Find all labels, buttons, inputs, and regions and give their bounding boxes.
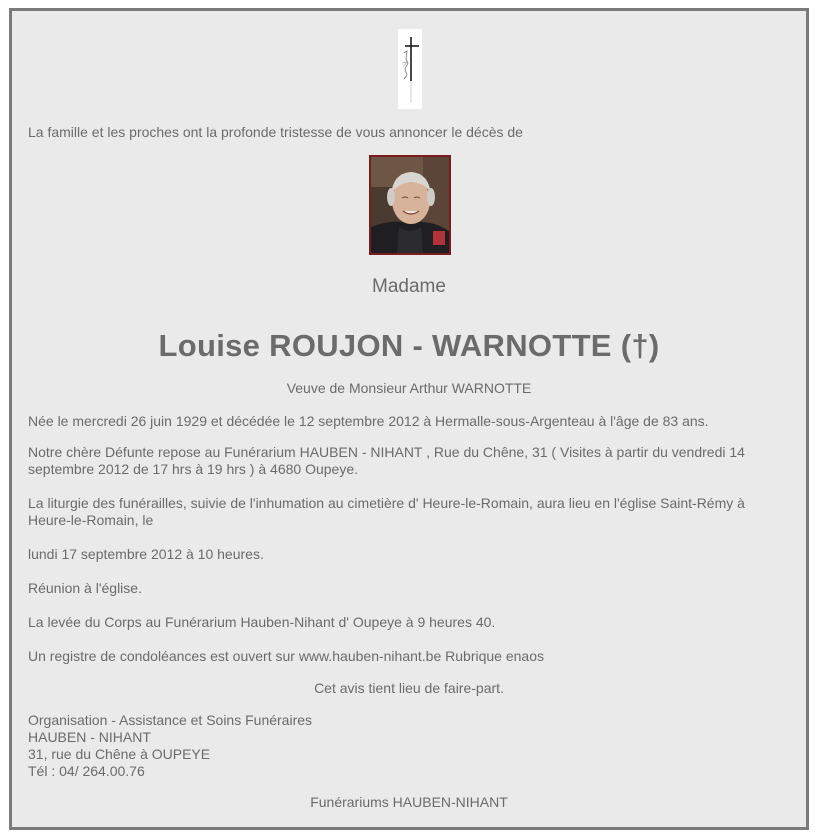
rest-place-text: Notre chère Défunte repose au Funérarium HAUBEN - NIHANT , Rue du Chêne, 31 ( Visites à partir du vendredi 14 septembre 2012 de 17 hrs à 19 hrs ) à 4680 Oupeye. [28,444,745,477]
intro-text: La famille et les proches ont la profonde tristesse de vous annoncer le décès de [28,124,523,140]
birth-death-text: Née le mercredi 26 juin 1929 et décédée le 12 septembre 2012 à Hermalle-sous-Argenteau à l'âge de 83 ans. [28,413,709,429]
cross-icon [398,29,422,109]
title-prefix: Madame [372,276,446,297]
portrait-photo [369,155,451,255]
notice-text: Cet avis tient lieu de faire-part. [314,680,504,696]
ceremony-date-text: lundi 17 septembre 2012 à 10 heures. [28,546,264,562]
liturgy-text: La liturgie des funérailles, suivie de l'inhumation au cimetière d' Heure-le-Romain, aura lieu en l'église Saint-Rémy à Heure-le-Romain, le [28,495,745,528]
organisation-name: HAUBEN - NIHANT [28,729,151,745]
organisation-address: 31, rue du Chêne à OUPEYE [28,746,211,762]
organisation-phone: Tél : 04/ 264.00.76 [28,763,145,779]
widow-of-text: Veuve de Monsieur Arthur WARNOTTE [286,380,532,396]
footer-text: Funérariums HAUBEN-NIHANT [310,794,508,810]
deceased-name: Louise ROUJON - WARNOTTE (†) [158,328,660,363]
obituary-frame [9,8,809,830]
body-departure-text: La levée du Corps au Funérarium Hauben-Nihant d' Oupeye à 9 heures 40. [28,614,496,630]
meeting-text: Réunion à l'église. [28,580,142,596]
organisation-block [28,712,790,780]
condolence-register-text: Un registre de condoléances est ouvert sur www.hauben-nihant.be Rubrique enaos [28,648,544,664]
obituary-content [12,11,806,827]
organisation-line: Organisation - Assistance et Soins Funéraires [28,712,313,728]
